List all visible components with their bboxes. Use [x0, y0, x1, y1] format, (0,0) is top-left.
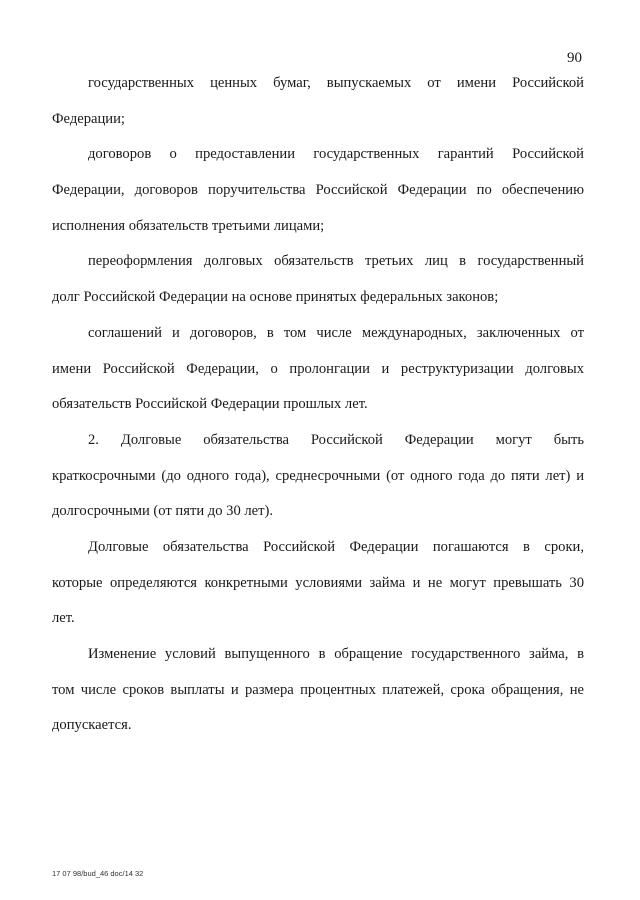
numbered-item-word: Долговые: [120, 431, 182, 448]
body-text: [52, 71, 584, 749]
text-line: имени Российской Федерации, о пролонгации и реструктуризации долговых: [52, 360, 584, 377]
text-line: Федерации, договоров поручительства Российской Федерации по обеспечению: [52, 182, 584, 199]
numbered-item-word: 2.: [88, 431, 99, 448]
numbered-item-word: обязательства: [203, 431, 289, 448]
text-line: краткосрочными (до одного года), среднесрочными (от одного года до пяти лет) и: [52, 467, 584, 484]
text-line: долгосрочными (от пяти до 30 лет).: [52, 503, 274, 520]
text-line: Долговые обязательства Российской Федерации погашаются в сроки,: [88, 538, 584, 555]
text-line: долг Российской Федерации на основе принятых федеральных законов;: [52, 289, 499, 306]
numbered-item-word: быть: [553, 431, 584, 448]
text-line: лет.: [52, 610, 75, 627]
text-line: Изменение условий выпущенного в обращение государственного займа, в: [88, 646, 584, 662]
text-line: [52, 428, 584, 464]
text-line: государственных ценных бумаг, выпускаемых от имени Российской: [88, 75, 584, 91]
page-number: 90: [567, 50, 582, 66]
numbered-item-word: могут: [495, 431, 532, 448]
text-line: исполнения обязательств третьими лицами;: [52, 217, 325, 234]
text-line: Федерации;: [52, 110, 125, 127]
text-line: переоформления долговых обязательств третьих лиц в государственный: [88, 253, 584, 270]
text-line: договоров о предоставлении государственных гарантий Российской: [88, 146, 584, 163]
text-line: соглашений и договоров, в том числе международных, заключенных от: [88, 324, 584, 341]
numbered-item-word: Федерации: [404, 431, 474, 448]
numbered-item-word: Российской: [310, 431, 383, 448]
text-line: том числе сроков выплаты и размера процентных платежей, срока обращения, не: [52, 681, 584, 698]
text-line: обязательств Российской Федерации прошлых лет.: [52, 396, 368, 413]
text-line: допускается.: [52, 717, 132, 734]
text-line: которые определяются конкретными условиями займа и не могут превышать 30: [52, 574, 584, 591]
footer-document-code: 17 07 98/bud_46 doc/14 32: [52, 869, 144, 878]
